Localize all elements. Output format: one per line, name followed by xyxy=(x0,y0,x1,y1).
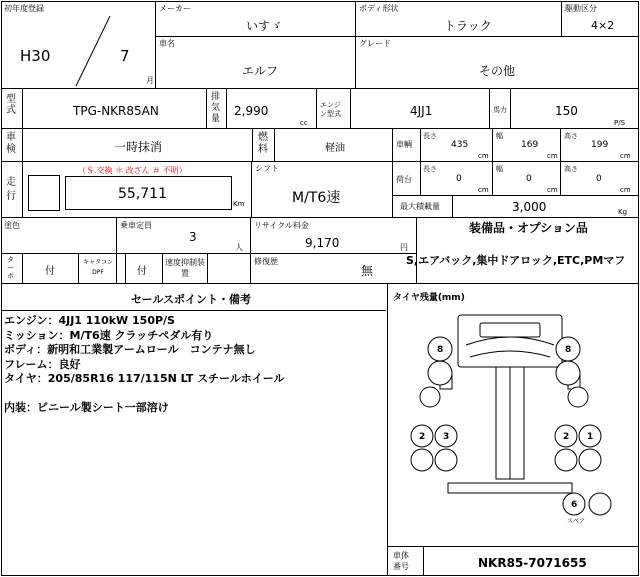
fuel-label: 燃料 xyxy=(258,132,268,155)
vehicle-width-unit: cm xyxy=(547,152,558,160)
vehicle-length-label: 長さ xyxy=(423,132,437,140)
grade-label: グレード xyxy=(359,39,391,48)
reg-year: H30 xyxy=(20,47,51,65)
capacity-label: 乗車定員 xyxy=(120,221,152,230)
tire-rear-left-outer-2 xyxy=(411,449,433,471)
fuel-value: 軽油 xyxy=(325,143,345,154)
color-label: 塗色 xyxy=(4,221,20,230)
turbo-value: 付 xyxy=(45,266,55,277)
tire-front-left-outer-2 xyxy=(428,361,452,385)
type-label: 型式 xyxy=(6,94,16,116)
max-load-value: 3,000 xyxy=(512,200,547,214)
bed-height-label: 高さ xyxy=(564,165,578,173)
tire-spare-2 xyxy=(589,493,611,515)
vehicle-dim-label: 車輌 xyxy=(396,140,412,149)
bed-length-unit: cm xyxy=(478,186,489,194)
sales-line: ボディ：新明和工業製アームロール コンテナ無し xyxy=(4,343,256,356)
engine-type-label: エンジン型式 xyxy=(320,101,341,118)
tire-front-right-depth: 8 xyxy=(565,345,572,355)
mileage-note: （＄.交換 ＊ 改ざん ＃ 不明） xyxy=(78,166,187,175)
bed-width-label: 幅 xyxy=(496,165,503,173)
vehicle-width-value: 169 xyxy=(521,140,539,150)
horsepower-unit: P/S xyxy=(614,119,626,127)
equipment-title: 装備品・オプション品 xyxy=(469,221,588,235)
tire-front-right-outer-2 xyxy=(556,361,580,385)
model-value: エルフ xyxy=(242,64,279,78)
date-divider-icon xyxy=(70,14,116,88)
equipment-cell xyxy=(406,250,639,270)
repair-value: 無 xyxy=(361,264,374,278)
engine-type-value: 4JJ1 xyxy=(410,104,433,118)
sales-line: タイヤ：205/85R16 117/115N LT スチールホイール xyxy=(4,372,285,385)
tire-spare-depth: 6 xyxy=(571,500,578,510)
chassis-label: 車体番号 xyxy=(393,551,409,571)
recycle-value: 9,170 xyxy=(305,236,340,250)
drive-value: 4×2 xyxy=(591,19,615,32)
drive-label: 駆動区分 xyxy=(565,4,597,13)
body-shape-label: ボディ形状 xyxy=(359,4,399,13)
sales-line: ミッション：M/T6速 クラッチペダル有り xyxy=(4,328,214,342)
turbo-label: ターボ xyxy=(7,256,14,280)
sales-line: エンジン：4JJ1 110kW 150P/S xyxy=(4,314,175,327)
reg-month-unit: 月 xyxy=(146,76,154,85)
sales-notes xyxy=(4,314,386,434)
bed-label: 荷台 xyxy=(396,175,412,184)
type-value: TPG-NKR85AN xyxy=(73,104,159,118)
tire-rear-right-inner-2 xyxy=(555,449,577,471)
mileage-value: 55,711 xyxy=(118,186,167,202)
inspection-label: 車検 xyxy=(6,132,16,155)
shift-value: M/T6速 xyxy=(292,190,341,206)
max-load-label: 最大積載量 xyxy=(400,202,440,211)
vehicle-length-value: 435 xyxy=(451,140,469,150)
vehicle-height-unit: cm xyxy=(620,152,631,160)
capacity-value: 3 xyxy=(189,230,197,244)
tire-left-mid xyxy=(420,387,440,407)
chassis-value: NKR85-7071655 xyxy=(478,556,587,570)
truck-tire-diagram xyxy=(400,305,620,520)
displacement-value: 2,990 xyxy=(234,104,269,118)
displacement-label: 排気量 xyxy=(211,92,221,124)
bed-length-label: 長さ xyxy=(423,165,437,173)
maker-value: いすゞ xyxy=(246,19,283,33)
displacement-unit: cc xyxy=(300,119,308,127)
max-load-unit: Kg xyxy=(618,208,628,216)
capacity-unit: 人 xyxy=(235,243,243,252)
catalyst-label: キャタコンDPF xyxy=(82,259,113,276)
repair-label: 修復歴 xyxy=(254,257,278,266)
bed-height-unit: cm xyxy=(620,186,631,194)
tire-rear-left-outer-depth: 2 xyxy=(419,432,426,442)
sales-line: フレーム：良好 xyxy=(4,357,81,371)
vehicle-height-label: 高さ xyxy=(564,132,578,140)
tire-rear-right-inner-depth: 2 xyxy=(563,432,570,442)
tire-title: タイヤ残量(mm) xyxy=(393,293,465,303)
body-shape-value: トラック xyxy=(444,19,492,33)
mileage-check-box xyxy=(28,175,60,211)
horsepower-label: 馬力 xyxy=(493,106,507,114)
inspection-value: 一時抹消 xyxy=(114,140,163,154)
first-reg-label: 初年度登録 xyxy=(4,4,44,13)
spare-label: スペア xyxy=(567,518,586,525)
maker-label: メーカー xyxy=(159,4,191,13)
vehicle-height-value: 199 xyxy=(591,140,609,150)
recycle-unit: 円 xyxy=(400,243,408,252)
speed-limit-label: 速度抑制装置 xyxy=(165,258,205,278)
sales-title: セールスポイント・備考 xyxy=(131,293,252,306)
tire-rear-left-inner-depth: 3 xyxy=(443,432,450,442)
sales-line: 内装：ビニール製シート一部溶け xyxy=(4,400,169,414)
tire-rear-left-inner-2 xyxy=(435,449,457,471)
grade-value: その他 xyxy=(479,64,516,78)
vehicle-length-unit: cm xyxy=(478,152,489,160)
equipment-value: S,エアバック,集中ドアロック,ETC,PMマフ xyxy=(406,254,626,267)
mileage-label: 走行 xyxy=(6,177,16,202)
recycle-label: リサイクル料金 xyxy=(254,221,309,230)
tire-right-mid xyxy=(568,387,588,407)
mileage-unit: Km xyxy=(233,200,245,208)
bed-width-value: 0 xyxy=(526,174,532,184)
catalyst-value: 付 xyxy=(137,266,147,277)
model-label: 車名 xyxy=(159,39,175,48)
sales-line xyxy=(4,387,386,401)
bed-height-value: 0 xyxy=(596,174,602,184)
shift-label: シフト xyxy=(255,164,279,173)
reg-month: 7 xyxy=(120,47,130,65)
tire-rear-right-outer-depth: 1 xyxy=(587,432,594,442)
horsepower-value: 150 xyxy=(555,104,578,118)
bed-length-value: 0 xyxy=(456,174,462,184)
vehicle-width-label: 幅 xyxy=(496,132,503,140)
tire-rear-right-outer-2 xyxy=(579,449,601,471)
tire-front-left-depth: 8 xyxy=(437,345,444,355)
bed-width-unit: cm xyxy=(547,186,558,194)
